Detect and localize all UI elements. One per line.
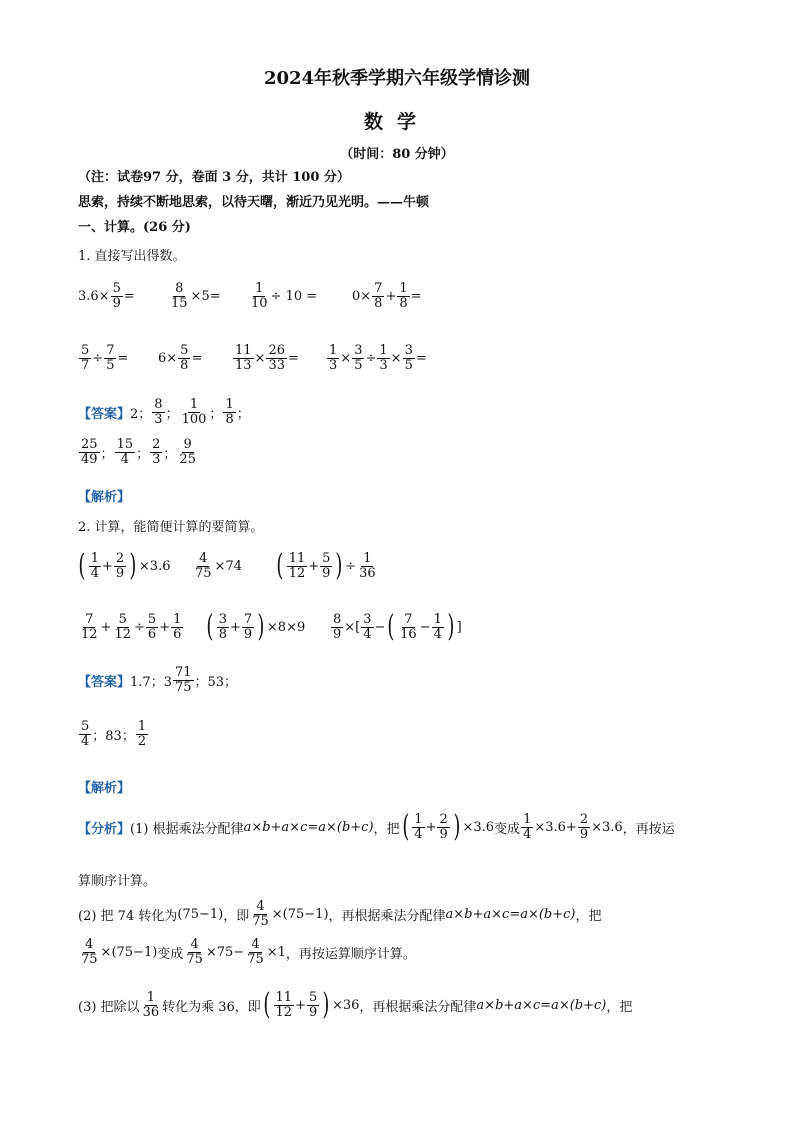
q1-row1 bbox=[78, 282, 422, 310]
q2-expr-2: $\frac{4}{75}$ ×74 bbox=[195, 550, 242, 581]
q1-expr-8: $\frac{1}{3}$ × $\frac{3}{5}$ ÷ $\frac{1}{3}$ × $\frac{3}{5}$ = bbox=[329, 343, 427, 373]
fraction: $\frac{5}{12}$ bbox=[114, 611, 131, 642]
quote: 思索，持续不断地思索，以待天曙，渐近乃见光明。——牛顿 bbox=[78, 195, 430, 210]
fraction: $\frac{11}{13}$ bbox=[235, 343, 252, 373]
distributive-law: a×b+a×c=a×(b+c) bbox=[243, 819, 374, 835]
section-title: 一、计算。(26 分) bbox=[78, 220, 191, 235]
fraction: $\frac{2}{9}$ bbox=[115, 550, 125, 581]
q2-row1 bbox=[76, 548, 379, 583]
fraction: $\frac{15}{4}$ bbox=[116, 437, 134, 467]
fraction: $\frac{1}{10}$ bbox=[251, 281, 268, 311]
fraction: $\frac{5}{9}$ bbox=[308, 989, 318, 1020]
q2-answer-line1: 【答案】 1.7；3 $\frac{71}{75}$ ；53； bbox=[78, 665, 238, 695]
q1-answer-line2: $\frac{25}{49}$ ； $\frac{15}{4}$ ； $\frac{2}{3}$ ； $\frac{9}{25}$ bbox=[81, 437, 196, 467]
analysis-line-2: 算顺序计算。 bbox=[78, 874, 157, 889]
exam-title: 2024年秋季学期六年级学情诊测 bbox=[263, 68, 531, 89]
q2-expr-1: ( $\frac{1}{4}$ + $\frac{2}{9}$ ) ×3.6 bbox=[78, 548, 171, 583]
fraction: $\frac{1}{100}$ bbox=[181, 397, 207, 427]
fraction: $\frac{5}{7}$ bbox=[81, 343, 90, 373]
fraction: $\frac{5}{8}$ bbox=[180, 343, 189, 373]
q2-expr-5: ( $\frac{3}{8}$ + $\frac{7}{9}$ ) ×8×9 bbox=[206, 609, 306, 644]
fraction: $\frac{1}{6}$ bbox=[173, 611, 182, 642]
q1-expr-4: 0× $\frac{7}{8}$ + $\frac{1}{8}$ = bbox=[352, 281, 422, 311]
analysis-line-4: $\frac{4}{75}$ ×(75−1) 变成 $\frac{4}{75}$ ×75− $\frac{4}{75}$ ×1 ，再按运算顺序计算。 bbox=[81, 937, 416, 967]
fraction: $\frac{2}{9}$ bbox=[439, 811, 448, 842]
subject-title: 数学 bbox=[363, 111, 430, 133]
fraction: $\frac{7}{12}$ bbox=[81, 611, 98, 642]
fraction: $\frac{1}{4}$ bbox=[523, 811, 532, 842]
score-note: （注：试卷97 分，卷面 3 分，共计 100 分） bbox=[78, 170, 350, 185]
analysis-label: 【分析】 bbox=[78, 821, 131, 837]
fraction: $\frac{26}{33}$ bbox=[268, 343, 285, 373]
fraction: $\frac{2}{3}$ bbox=[152, 437, 161, 467]
fraction: $\frac{5}{9}$ bbox=[112, 281, 121, 311]
fraction: $\frac{4}{75}$ bbox=[81, 937, 98, 967]
q1-expr-7: $\frac{11}{13}$ × $\frac{26}{33}$ = bbox=[235, 343, 299, 373]
fraction: $\frac{8}{9}$ bbox=[333, 611, 342, 642]
fraction: $\frac{5}{6}$ bbox=[147, 611, 157, 642]
fraction: $\frac{3}{8}$ bbox=[218, 611, 227, 642]
answer-tag: 【答案】 bbox=[78, 674, 131, 690]
fraction: $\frac{1}{36}$ bbox=[142, 989, 160, 1020]
q1-prompt: 1. 直接写出得数。 bbox=[78, 249, 186, 264]
analysis-tag: 【解析】 bbox=[78, 781, 131, 796]
fraction: $\frac{7}{9}$ bbox=[243, 611, 253, 642]
q2-expr-4: $\frac{7}{12}$ + $\frac{5}{12}$ ÷ $\frac{5}{6}$ + $\frac{1}{6}$ bbox=[81, 611, 182, 642]
q1-answer-line1: 【答案】 2； $\frac{8}{3}$ ； $\frac{1}{100}$ ； $\frac{1}{8}$ ； bbox=[78, 397, 250, 427]
fraction: $\frac{7}{16}$ bbox=[400, 611, 417, 642]
fraction: $\frac{1}{2}$ bbox=[137, 719, 147, 749]
fraction: $\frac{9}{25}$ bbox=[179, 437, 196, 467]
fraction: $\frac{7}{5}$ bbox=[106, 343, 115, 373]
fraction: $\frac{4}{75}$ bbox=[247, 937, 264, 967]
time-limit: （时间：80 分钟） bbox=[340, 147, 454, 162]
distributive-law: a×b+a×c=a×(b+c) bbox=[445, 906, 576, 922]
q2-answer-line2: $\frac{5}{4}$ ；83； $\frac{1}{2}$ bbox=[81, 719, 147, 749]
fraction: $\frac{8}{15}$ bbox=[171, 281, 188, 311]
answer-tag: 【答案】 bbox=[78, 406, 131, 422]
distributive-law: a×b+a×c=a×(b+c) bbox=[476, 997, 607, 1013]
analysis-line-3: (2) 把 74 转化为 (75−1) ，即 $\frac{4}{75}$ ×(75−1) ，再根据乘法分配律 a×b+a×c=a×(b+c) ，把 bbox=[78, 899, 602, 929]
fraction: $\frac{1}{3}$ bbox=[329, 343, 338, 373]
fraction: $\frac{4}{75}$ bbox=[186, 937, 203, 967]
fraction: $\frac{25}{49}$ bbox=[81, 437, 98, 467]
fraction: $\frac{1}{3}$ bbox=[379, 343, 388, 373]
analysis-line-5: (3) 把除以 $\frac{1}{36}$ 转化为乘 36，即 ( $\frac{11}{12}$ + $\frac{5}{9}$ ) ×36 ，再根据乘法分配律 a×b+a×c=a×(b+c) ，把 bbox=[78, 987, 633, 1022]
fraction: $\frac{2}{9}$ bbox=[579, 811, 589, 842]
fraction: $\frac{71}{75}$ bbox=[174, 665, 192, 695]
fraction: $\frac{3}{5}$ bbox=[354, 343, 363, 373]
fraction: $\frac{1}{8}$ bbox=[225, 397, 234, 427]
fraction: $\frac{3}{4}$ bbox=[363, 611, 372, 642]
q1-expr-6: 6× $\frac{5}{8}$ = bbox=[158, 343, 203, 373]
q1-expr-2: $\frac{8}{15}$ ×5= bbox=[171, 281, 221, 311]
analysis-line-1: 【分析】 (1) 根据乘法分配律 a×b+a×c=a×(b+c) ，把 ( $\frac{1}{4}$ + $\frac{2}{9}$ ) ×3.6 变成 $\frac{1}{4}$ ×3.6+ $\frac{2}{9}$ ×3.6 ，再按运 bbox=[78, 809, 675, 844]
q1-expr-5: $\frac{5}{7}$ ÷ $\frac{7}{5}$ = bbox=[81, 343, 129, 373]
fraction: $\frac{4}{75}$ bbox=[195, 550, 212, 581]
fraction: $\frac{8}{3}$ bbox=[154, 397, 163, 427]
fraction: $\frac{3}{5}$ bbox=[404, 343, 413, 373]
fraction: $\frac{5}{4}$ bbox=[81, 719, 90, 749]
fraction: $\frac{1}{8}$ bbox=[399, 281, 408, 311]
fraction: $\frac{11}{12}$ bbox=[275, 989, 293, 1020]
q1-expr-1: 3.6× $\frac{5}{9}$ = bbox=[78, 281, 135, 311]
fraction: $\frac{1}{4}$ bbox=[414, 811, 423, 842]
fraction: $\frac{4}{75}$ bbox=[252, 899, 269, 929]
q2-expr-3: ( $\frac{11}{12}$ + $\frac{5}{9}$ ) ÷ $\frac{1}{36}$ bbox=[276, 548, 376, 583]
analysis-tag: 【解析】 bbox=[78, 490, 131, 505]
q2-expr-6: $\frac{8}{9}$ ×[ $\frac{3}{4}$ − ( $\frac{7}{16}$ − $\frac{1}{4}$ ) ] bbox=[333, 609, 462, 644]
fraction: $\frac{1}{4}$ bbox=[90, 550, 99, 581]
fraction: $\frac{5}{9}$ bbox=[322, 550, 331, 581]
q2-prompt: 2. 计算，能简便计算的要简算。 bbox=[78, 520, 264, 535]
fraction: $\frac{1}{36}$ bbox=[359, 550, 376, 581]
q1-expr-3: $\frac{1}{10}$ ÷ 10 = bbox=[251, 281, 318, 311]
fraction: $\frac{1}{4}$ bbox=[433, 611, 442, 642]
fraction: $\frac{7}{8}$ bbox=[374, 281, 383, 311]
fraction: $\frac{11}{12}$ bbox=[288, 550, 306, 581]
q2-row2 bbox=[78, 609, 462, 644]
q1-row2 bbox=[78, 344, 427, 372]
